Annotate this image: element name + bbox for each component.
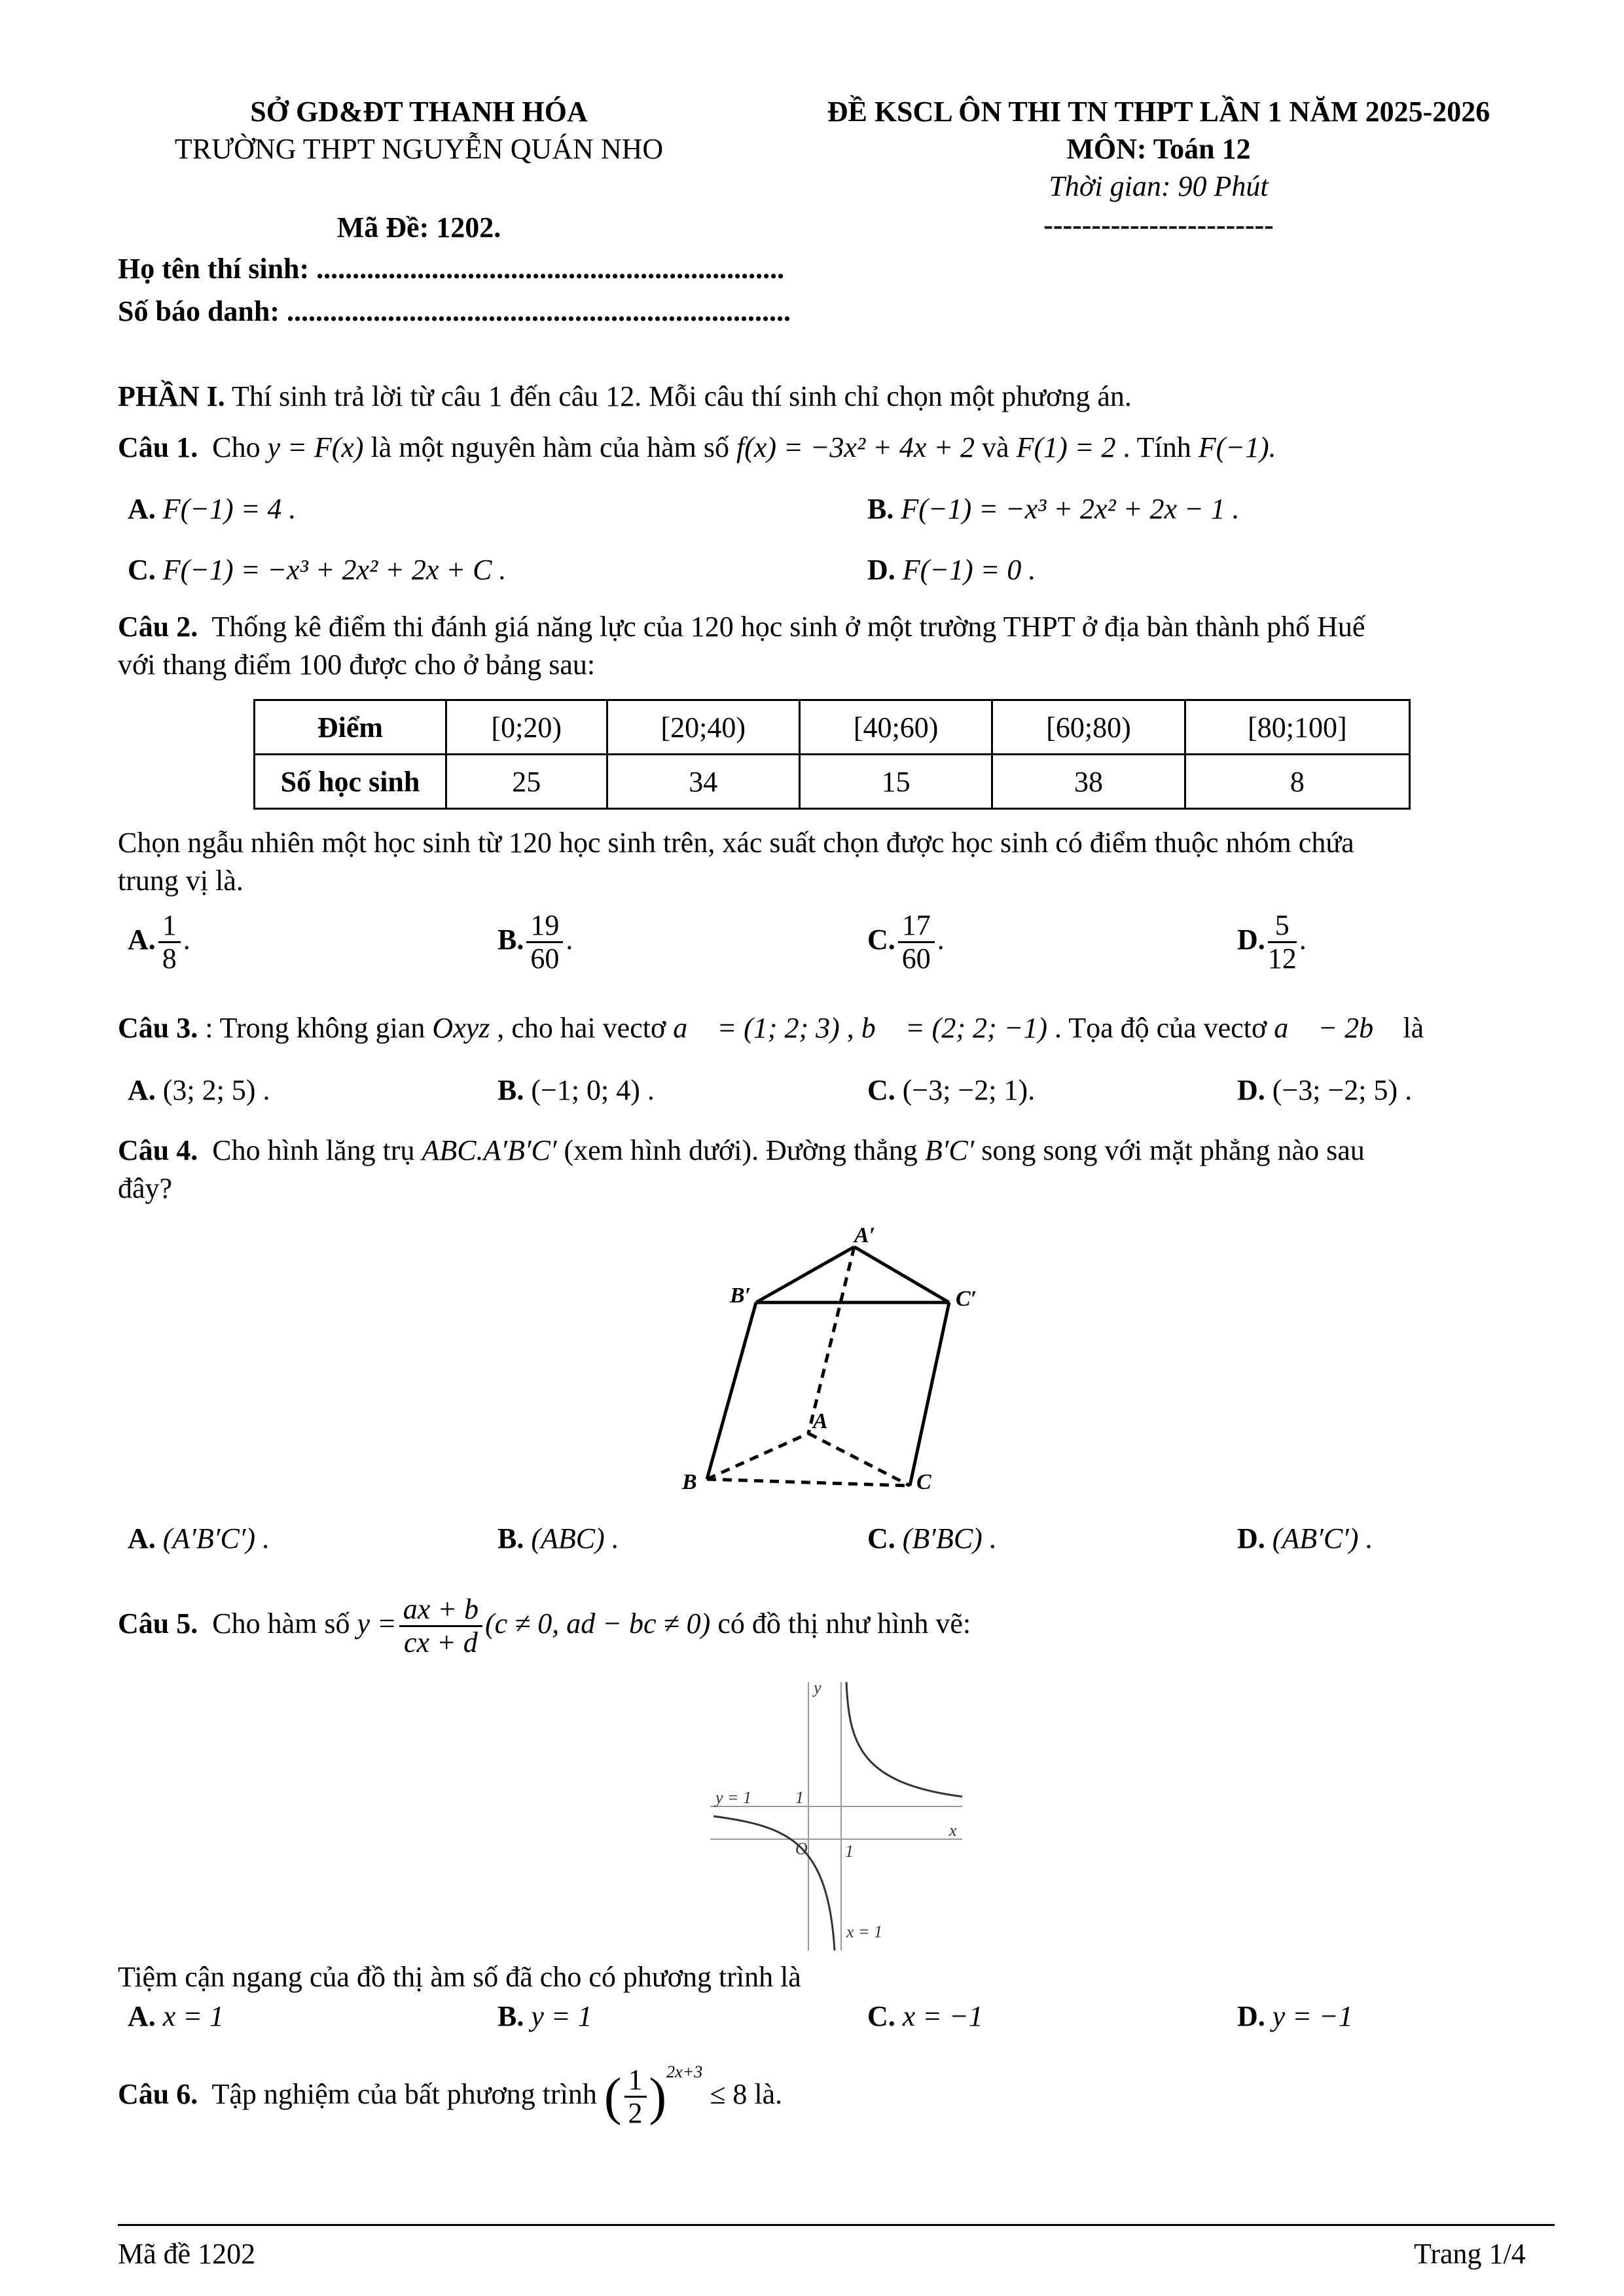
q2-line2: với thang điểm 100 được cho ở bảng sau:	[118, 649, 596, 681]
fraction	[898, 910, 935, 975]
option-label: C.	[867, 1074, 895, 1106]
q2-after1: Chọn ngẫu nhiên một học sinh từ 120 học sinh trên, xác suất chọn được học sinh có điểm thuộc nhóm chứa	[118, 827, 1354, 859]
table-cell: [80;100]	[1185, 700, 1409, 755]
option-label: A.	[128, 1074, 156, 1106]
q2-option-c[interactable]: C. $\frac{17}{60}$ .	[867, 909, 945, 975]
option-text: (−3; −2; 5) .	[1272, 1074, 1413, 1106]
option-label: B.	[497, 2000, 524, 2032]
q3-text: : Trong không gian	[198, 1012, 433, 1044]
option-text: x = 1	[162, 2000, 225, 2032]
q6-text-2: là.	[747, 2078, 783, 2110]
q3-text-5: là	[1396, 1012, 1424, 1044]
q5-y-eq: y =	[357, 1607, 397, 1640]
table-cell: 15	[799, 755, 992, 809]
table-header-score: Điểm	[255, 700, 446, 755]
edge-b1-a1	[756, 1247, 854, 1302]
q5-text: Cho hàm số	[212, 1607, 357, 1640]
option-text: x = −1	[902, 2000, 983, 2032]
score-table	[253, 699, 1411, 810]
q5-option-c[interactable]	[867, 2000, 983, 2034]
q6-text: Tập nghiệm của bất phương trình	[211, 2078, 604, 2110]
q6-exponent: 2x+3	[666, 2062, 703, 2081]
label-c: C	[916, 1470, 931, 1494]
option-text: y = 1	[531, 2000, 592, 2032]
fraction	[526, 910, 563, 975]
exam-code: Mã Đề: 1202.	[336, 211, 501, 243]
table-cell: 25	[446, 755, 607, 809]
q4-text-3: song song với mặt phẳng nào sau	[974, 1134, 1365, 1166]
edge-b1-b	[707, 1302, 756, 1479]
x-one-label: 1	[845, 1842, 854, 1861]
fraction-num: 5	[1268, 910, 1297, 943]
q2-after2: trung vị là.	[118, 865, 244, 897]
option-label: B.	[867, 493, 894, 525]
y-one-label: 1	[795, 1788, 804, 1807]
q3-vector-expr: a⃗ − 2b⃗	[1274, 1012, 1396, 1044]
candidate-name-line: Họ tên thí sinh: .................................................................	[118, 253, 785, 285]
q3-oxyz: Oxyz	[432, 1012, 490, 1044]
table-row	[255, 700, 1410, 755]
fraction-num: ax + b	[399, 1594, 482, 1627]
paren-open: (	[604, 2068, 622, 2126]
table-cell: 34	[607, 755, 799, 809]
edge-a1-a	[808, 1247, 854, 1433]
hyperbola-graph	[704, 1679, 965, 1954]
part1-text: Thí sinh trả lời từ câu 1 đến câu 12. Mỗi câu thí sinh chỉ chọn một phương án.	[225, 380, 1132, 412]
q5-text-2: có đồ thị như hình vẽ:	[710, 1607, 971, 1640]
option-label: A.	[128, 923, 156, 956]
q4-line: B′C′	[924, 1134, 975, 1166]
q2-option-a[interactable]: A. $\frac{1}{8}$ .	[128, 909, 190, 975]
question-5-stem	[118, 1594, 971, 1659]
q5-condition: (c ≠ 0, ad − bc ≠ 0)	[484, 1607, 711, 1640]
q3-option-a[interactable]	[128, 1073, 270, 1108]
prism-figure	[668, 1217, 1034, 1518]
q3-option-d[interactable]	[1237, 1073, 1412, 1108]
q1-text: Cho	[212, 431, 268, 463]
option-label: C.	[128, 554, 156, 586]
fraction-den: 8	[162, 942, 177, 975]
option-text: (−1; 0; 4) .	[531, 1074, 655, 1106]
option-text: F(−1) = 0 .	[902, 554, 1036, 586]
part1-label: PHẦN I.	[118, 380, 225, 412]
footer-exam-code: Mã đề 1202	[118, 2238, 256, 2270]
edge-b-a	[707, 1433, 808, 1479]
option-text: (AB′C′) .	[1272, 1522, 1373, 1554]
fraction-den: 60	[530, 942, 560, 975]
option-text: F(−1) = −x³ + 2x² + 2x − 1 .	[901, 493, 1240, 525]
option-label: D.	[1237, 923, 1265, 956]
q3-option-b[interactable]	[497, 1073, 655, 1108]
option-text: (A′B′C′) .	[162, 1522, 270, 1554]
option-label: A.	[128, 2000, 156, 2032]
fraction-den: cx + d	[403, 1626, 478, 1659]
option-label: A.	[128, 1522, 156, 1554]
q5-ask: Tiệm cận ngang của đồ thị àm số đã cho có phương trình là	[118, 1961, 801, 1993]
q5-option-b[interactable]	[497, 2000, 592, 2034]
fraction-den: 12	[1267, 942, 1297, 975]
question-1-stem	[118, 431, 1276, 465]
option-label: D.	[867, 554, 895, 586]
question-4-stem	[118, 1134, 1365, 1168]
option-text: (3; 2; 5) .	[162, 1074, 270, 1106]
q3-vector-a: a⃗ = (1; 2; 3)	[673, 1012, 840, 1044]
q6-label: Câu 6.	[118, 2078, 198, 2110]
table-row	[255, 755, 1410, 809]
q2-option-b[interactable]: B. $\frac{19}{60}$ .	[497, 909, 573, 975]
table-cell: 38	[992, 755, 1185, 809]
option-text: (ABC) .	[531, 1522, 619, 1554]
part1-instruction	[118, 380, 1132, 414]
q4-label: Câu 4.	[118, 1134, 198, 1166]
q5-option-d[interactable]	[1237, 2000, 1353, 2034]
q3-vector-b: b⃗ = (2; 2; −1)	[861, 1012, 1047, 1044]
edge-b-c	[707, 1479, 910, 1486]
exam-title: ĐỀ KSCL ÔN THI TN THPT LẦN 1 NĂM 2025-2026	[827, 96, 1490, 128]
question-2-stem	[118, 610, 1365, 645]
q2-option-d[interactable]: D. $\frac{5}{12}$ .	[1237, 909, 1307, 975]
option-text: y = −1	[1272, 2000, 1353, 2032]
origin-label: O	[795, 1839, 808, 1858]
branch-left	[713, 1816, 835, 1950]
q5-label: Câu 5.	[118, 1607, 198, 1640]
footer-page-number: Trang 1/4	[1414, 2238, 1526, 2270]
q1-label: Câu 1.	[118, 431, 198, 463]
department-name: SỞ GD&ĐT THANH HÓA	[250, 96, 588, 128]
option-label: A.	[128, 493, 156, 525]
table-cell: 8	[1185, 755, 1409, 809]
label-a1: A′	[854, 1223, 876, 1247]
school-name: TRƯỜNG THPT NGUYỄN QUÁN NHO	[174, 133, 664, 165]
option-label: C.	[867, 1522, 895, 1554]
q4-text-2: (xem hình dưới). Đường thẳng	[556, 1134, 925, 1166]
option-label: D.	[1237, 1522, 1265, 1554]
q1-expr-ask: F(−1).	[1198, 431, 1276, 463]
option-text: F(−1) = 4 .	[162, 493, 297, 525]
fraction-num: 19	[526, 910, 563, 943]
header-dashes: ------------------------	[1043, 209, 1274, 241]
q1-option-c[interactable]	[128, 553, 506, 588]
q6-rhs: ≤ 8	[710, 2078, 748, 2110]
fraction-den: 60	[901, 942, 931, 975]
q3-text-2: , cho hai vectơ	[490, 1012, 674, 1044]
option-text: (B′BC) .	[902, 1522, 997, 1554]
q1-text-4: . Tính	[1115, 431, 1199, 463]
fraction	[399, 1594, 482, 1659]
exam-time: Thời gian: 90 Phút	[1049, 170, 1269, 202]
q1-expr-y: y = F(x)	[267, 431, 364, 463]
table-header-students: Số học sinh	[255, 755, 446, 809]
fraction-num: 1	[624, 2064, 647, 2098]
option-label: B.	[497, 923, 524, 956]
q1-option-b[interactable]	[867, 492, 1240, 527]
fraction-num: 1	[158, 910, 181, 943]
edge-a-c	[808, 1433, 910, 1486]
q4-option-d[interactable]	[1237, 1522, 1373, 1556]
q3-label: Câu 3.	[118, 1012, 198, 1044]
fraction	[1268, 910, 1297, 975]
label-b: B	[682, 1470, 697, 1494]
label-a: A	[813, 1409, 828, 1433]
h-asym-label: y = 1	[715, 1788, 752, 1807]
option-label: D.	[1237, 2000, 1265, 2032]
q4-prism: ABC.A′B′C′	[422, 1134, 557, 1166]
label-b1: B′	[730, 1283, 751, 1308]
question-3-stem	[118, 1011, 1424, 1046]
fraction	[624, 2064, 647, 2130]
label-c1: C′	[956, 1287, 977, 1311]
y-axis-label: y	[814, 1679, 821, 1697]
candidate-id-line: Số báo danh: ......................................................................	[118, 295, 791, 327]
q1-text-3: và	[975, 431, 1017, 463]
option-label: B.	[497, 1074, 524, 1106]
q4-option-b[interactable]	[497, 1522, 619, 1556]
fraction-num: 17	[898, 910, 935, 943]
option-label: D.	[1237, 1074, 1265, 1106]
fraction	[158, 910, 181, 975]
table-cell: [20;40)	[607, 700, 799, 755]
option-text: F(−1) = −x³ + 2x² + 2x + C .	[162, 554, 507, 586]
q4-option-a[interactable]	[128, 1522, 270, 1556]
option-label: C.	[867, 2000, 895, 2032]
q2-label: Câu 2.	[118, 611, 198, 643]
q4-text-4: đây?	[118, 1172, 173, 1204]
branch-right	[846, 1682, 962, 1797]
q2-line1: Thống kê điểm thi đánh giá năng lực của 120 học sinh ở một trường THPT ở địa bàn thành phố Huế	[211, 611, 1365, 643]
q3-option-c[interactable]	[867, 1073, 1035, 1108]
q1-option-a[interactable]	[128, 492, 296, 527]
q1-option-d[interactable]	[867, 553, 1036, 588]
paren-close: )	[649, 2068, 667, 2126]
table-cell: [40;60)	[799, 700, 992, 755]
q3-text-3: ,	[839, 1012, 861, 1044]
v-asym-label: x = 1	[846, 1922, 883, 1941]
edge-a1-c1	[854, 1247, 949, 1302]
footer-rule	[118, 2224, 1555, 2226]
table-cell: [60;80)	[992, 700, 1185, 755]
q1-expr-f: f(x) = −3x² + 4x + 2	[736, 431, 975, 463]
q4-option-c[interactable]	[867, 1522, 997, 1556]
edge-c1-c	[910, 1302, 949, 1486]
table-cell: [0;20)	[446, 700, 607, 755]
fraction-den: 2	[628, 2097, 643, 2130]
option-label: B.	[497, 1522, 524, 1554]
option-text: (−3; −2; 1).	[902, 1074, 1036, 1106]
x-axis-label: x	[949, 1821, 957, 1840]
q3-text-4: . Tọa độ của vectơ	[1047, 1012, 1274, 1044]
question-6-stem	[118, 2062, 782, 2130]
q1-expr-f1: F(1) = 2	[1016, 431, 1116, 463]
q4-text: Cho hình lăng trụ	[212, 1134, 422, 1166]
subject: MÔN: Toán 12	[1066, 133, 1251, 165]
option-label: C.	[867, 923, 895, 956]
q5-option-a[interactable]	[128, 2000, 224, 2034]
q1-text-2: là một nguyên hàm của hàm số	[363, 431, 736, 463]
